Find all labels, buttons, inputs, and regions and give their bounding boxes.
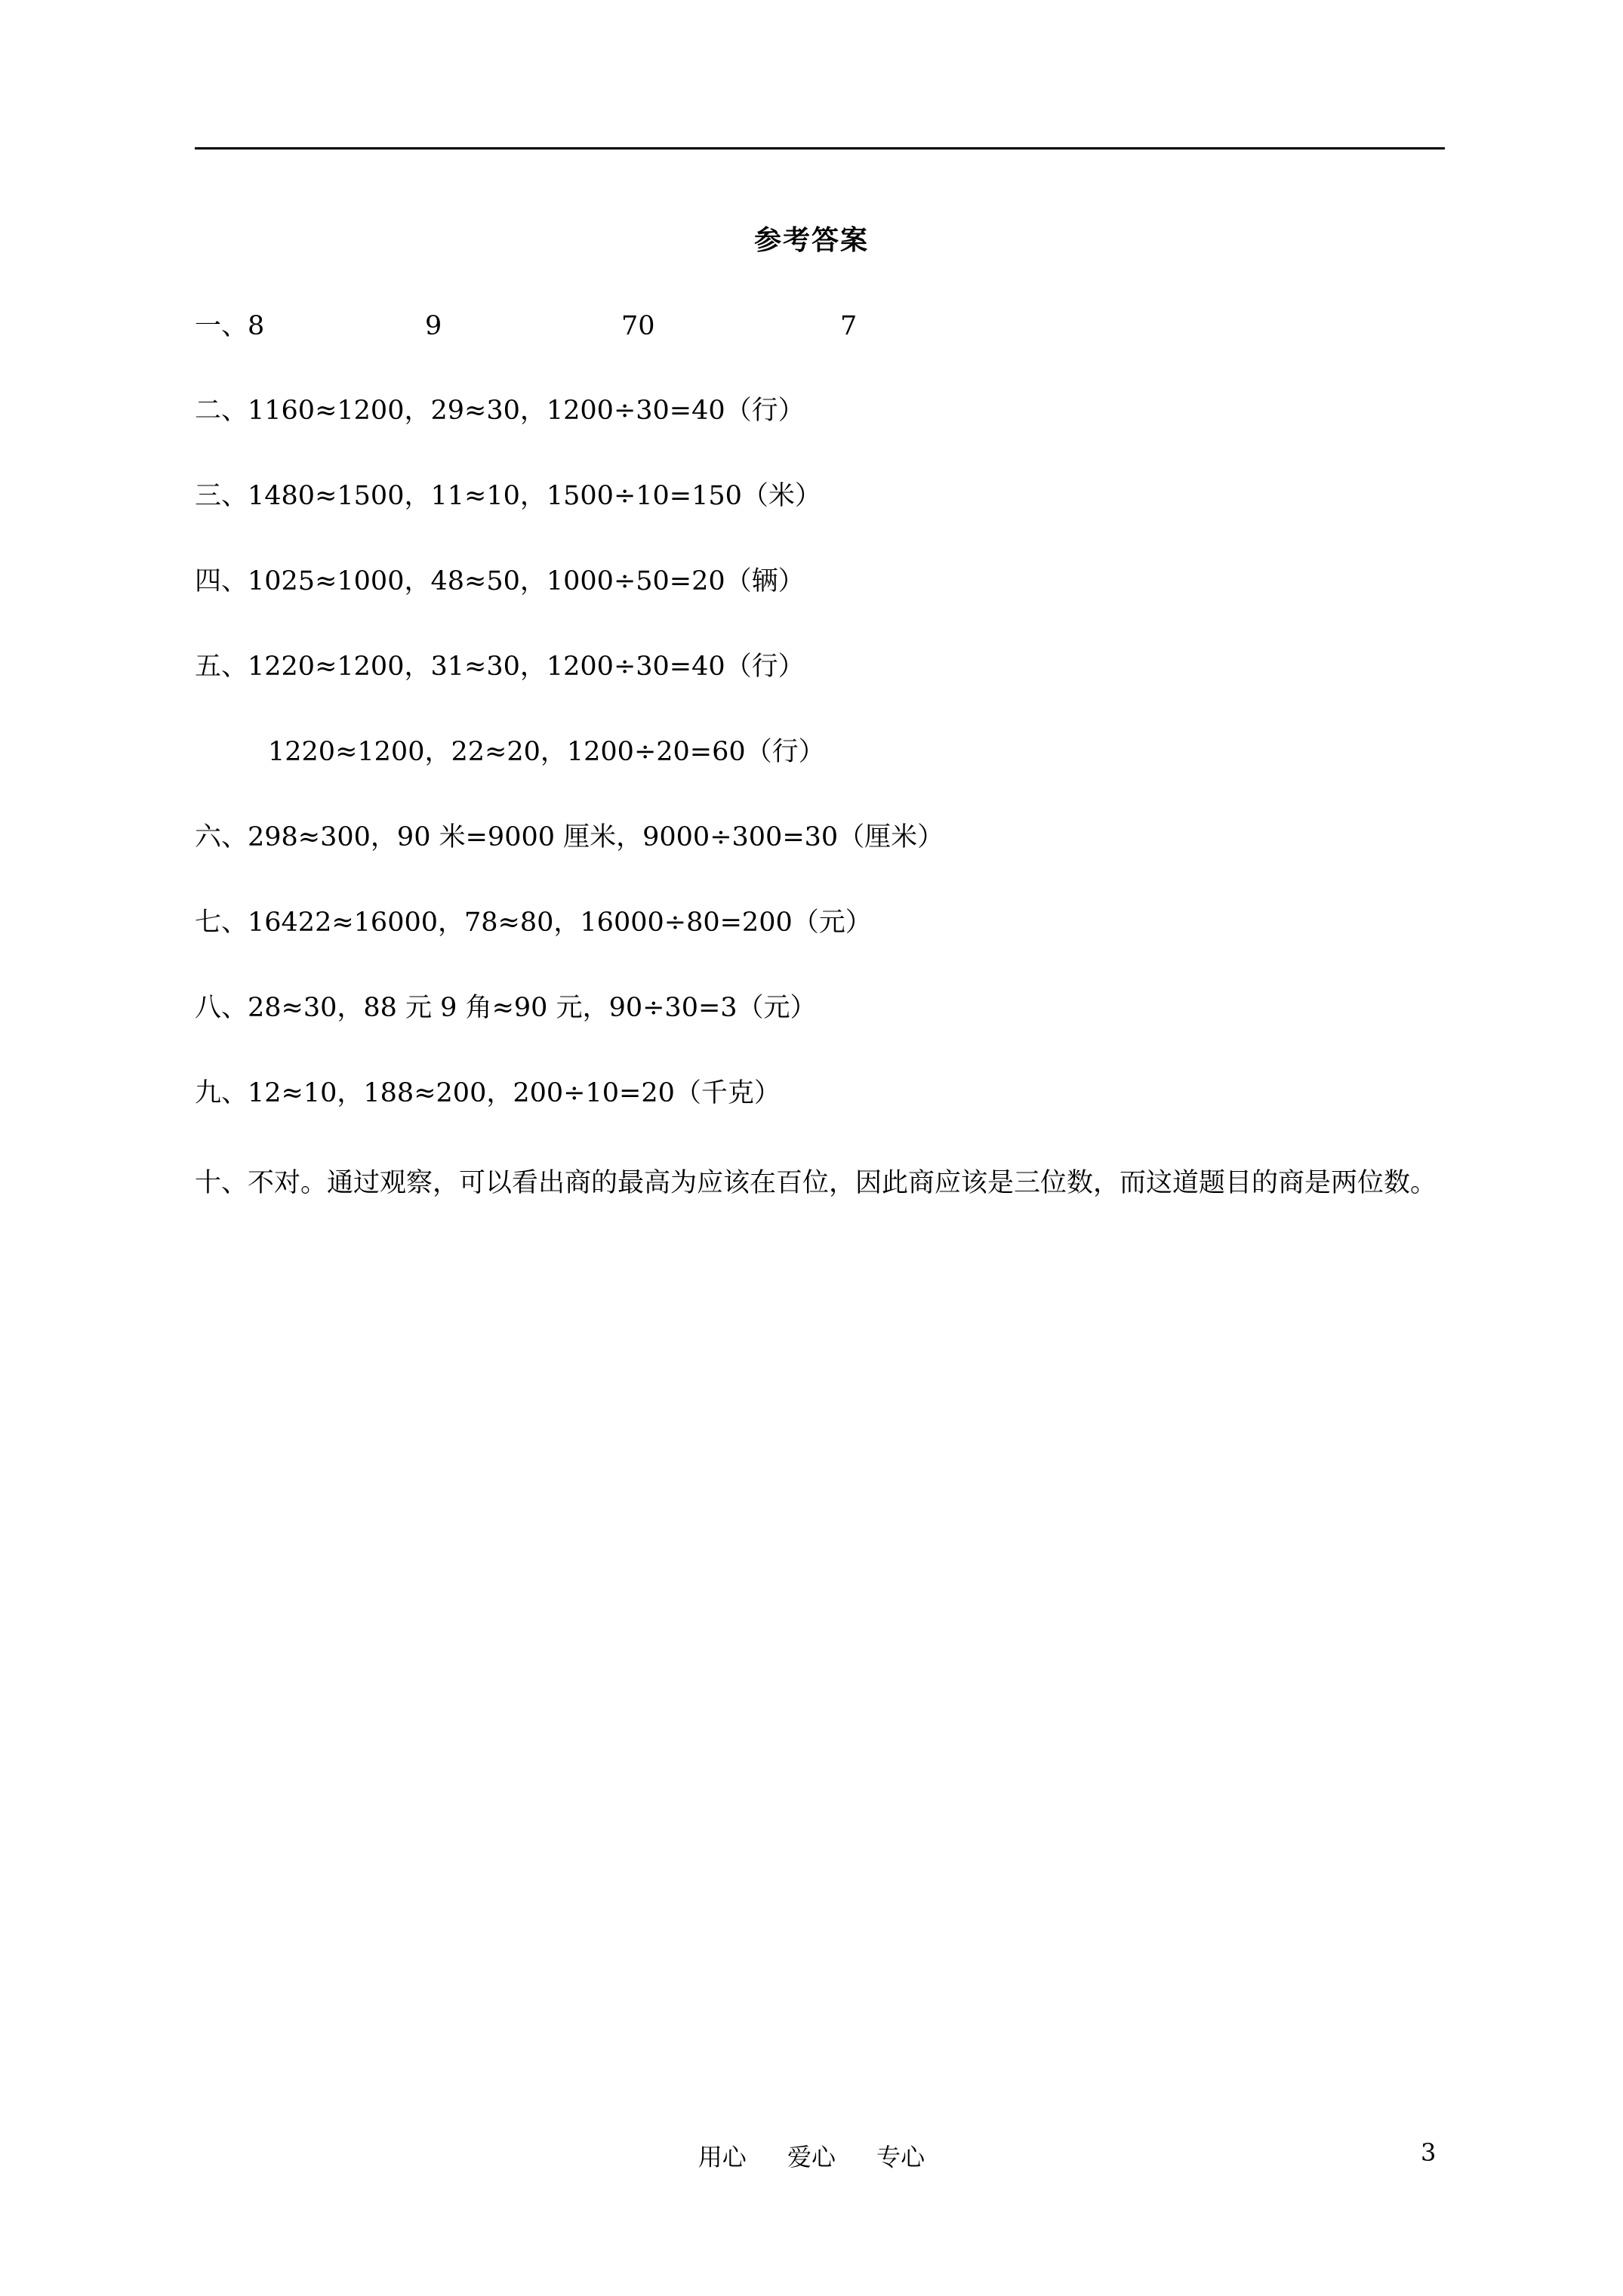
answer-1-value-3: 70: [621, 311, 655, 341]
answer-paragraph-10: 十、不对。通过观察，可以看出商的最高为应该在百位，因此商应该是三位数，而这道题目的商是两位数。: [195, 1168, 1437, 1198]
answer-line-1: [195, 310, 950, 343]
answer-line-2: 二、1160≈1200，29≈30，1200÷30=40（行）: [195, 396, 805, 426]
answer-line-5a: 五、1220≈1200，31≈30，1200÷30=40（行）: [195, 652, 805, 682]
answer-1-label: 一、8: [195, 311, 265, 341]
answer-line-7: 七、16422≈16000，78≈80，16000÷80=200（元）: [195, 908, 872, 938]
page-title: 参考答案: [753, 224, 869, 256]
footer-item-3: 专心: [876, 2143, 925, 2171]
answer-1-value-4: 7: [840, 311, 858, 341]
footer-item-1: 用心: [698, 2143, 747, 2171]
page-number: 3: [1421, 2138, 1437, 2167]
header-rule: [195, 147, 1445, 149]
answer-line-3: 三、1480≈1500，11≈10，1500÷10=150（米）: [195, 481, 821, 511]
answer-line-9: 九、12≈10，188≈200，200÷10=20（千克）: [195, 1078, 781, 1108]
answer-line-5b: 1220≈1200，22≈20，1200÷20=60（行）: [268, 737, 825, 767]
footer-item-2: 爱心: [787, 2143, 836, 2171]
answer-line-8: 八、28≈30，88 元 9 角≈90 元，90÷30=3（元）: [195, 993, 817, 1023]
footer-motto: [0, 2138, 1623, 2173]
answer-line-6: 六、298≈300，90 米=9000 厘米，9000÷300=30（厘米）: [195, 822, 944, 852]
answer-1-value-2: 9: [425, 311, 442, 341]
answer-line-4: 四、1025≈1000，48≈50，1000÷50=20（辆）: [195, 566, 805, 596]
